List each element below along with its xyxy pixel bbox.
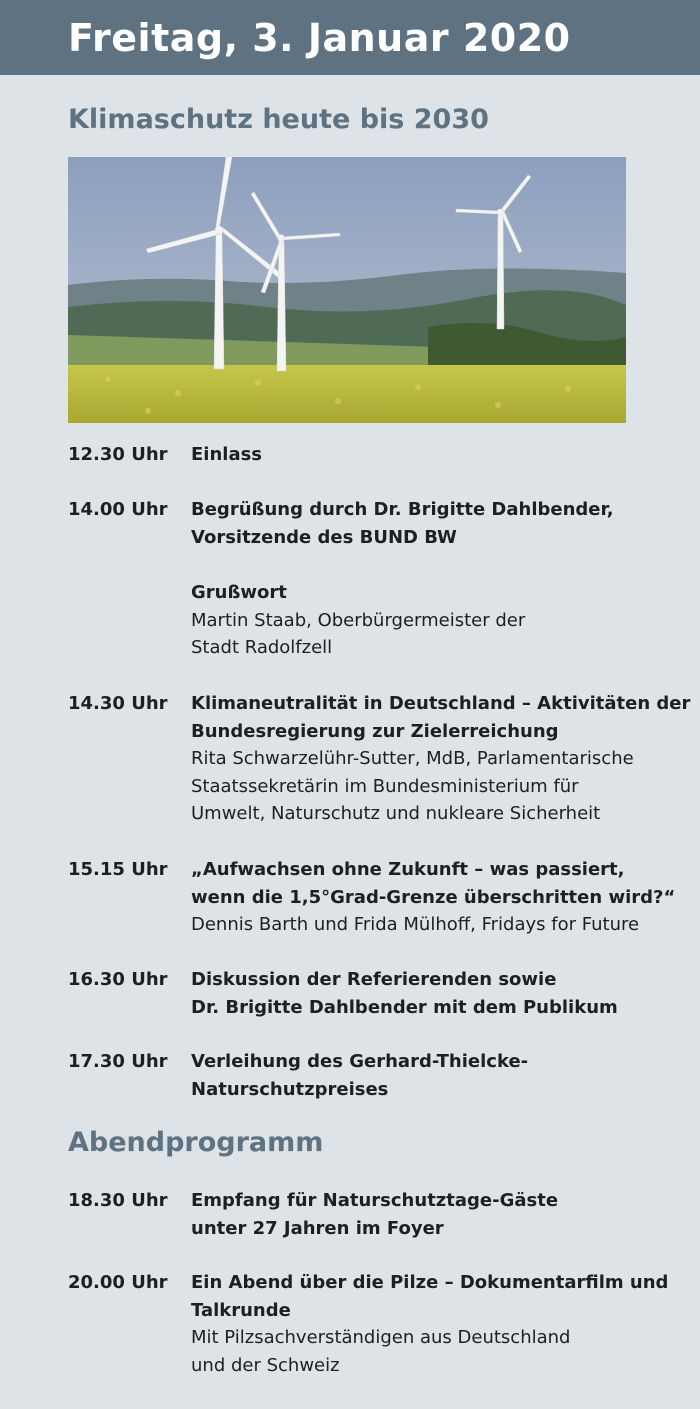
program-title-line: Grußwort — [191, 582, 287, 603]
program-speaker-line: Mit Pilzsachverständigen aus Deutschland — [191, 1327, 571, 1348]
program-speaker-line: Martin Staab, Oberbürgermeister der — [191, 609, 526, 631]
program-description — [191, 1048, 671, 1103]
program-speaker-line: Rita Schwarzelühr-Sutter, MdB, Parlamentarische — [191, 748, 634, 769]
program-time: 14.30 Uhr — [68, 693, 168, 714]
program-title-line: Dr. Brigitte Dahlbender mit dem Publikum — [191, 996, 618, 1018]
program-title-line: Empfang für Naturschutztage-Gäste — [191, 1190, 559, 1211]
program-title-line: unter 27 Jahren im Foyer — [191, 1217, 444, 1239]
program-description — [191, 1187, 671, 1242]
program-time: 14.00 Uhr — [68, 499, 168, 520]
program-speaker-line: Staatssekretärin im Bundesministerium für — [191, 775, 579, 797]
program-time: 20.00 Uhr — [68, 1272, 168, 1293]
program-title-line: Einlass — [191, 444, 263, 465]
program-title-line: „Aufwachsen ohne Zukunft – was passiert, — [191, 859, 625, 880]
program-speaker-line: Stadt Radolfzell — [191, 637, 333, 658]
program-title-line: Begrüßung durch Dr. Brigitte Dahlbender, — [191, 499, 614, 520]
program-time: 16.30 Uhr — [68, 969, 168, 990]
program-title-line: Naturschutzpreises — [191, 1078, 389, 1100]
program-description — [191, 856, 676, 939]
program-title-line: Vorsitzende des BUND BW — [191, 526, 457, 548]
program-title-line: Klimaneutralität in Deutschland – Aktivitäten der — [191, 693, 691, 714]
program-title-line: Diskussion der Referierenden sowie — [191, 969, 557, 990]
program-speaker-line: Umwelt, Naturschutz und nukleare Sicherheit — [191, 803, 601, 824]
program-title-line: Talkrunde — [191, 1299, 291, 1321]
wind-turbines-photo — [68, 157, 626, 423]
program-description — [191, 441, 671, 469]
program-description — [191, 966, 671, 1021]
program-time: 15.15 Uhr — [68, 859, 168, 880]
program-speaker-line: und der Schweiz — [191, 1354, 340, 1376]
program-description — [191, 690, 691, 828]
section-title-klimaschutz: Klimaschutz heute bis 2030 — [68, 104, 489, 135]
program-time: 17.30 Uhr — [68, 1051, 168, 1072]
program-title-line: Ein Abend über die Pilze – Dokumentarfilm und — [191, 1272, 669, 1293]
page-title: Freitag, 3. Januar 2020 — [68, 16, 571, 60]
program-time: 12.30 Uhr — [68, 444, 168, 465]
program-speaker-line: Dennis Barth und Frida Mülhoff, Fridays for Future — [191, 914, 640, 935]
program-title-line: wenn die 1,5°Grad-Grenze überschritten wird?“ — [191, 886, 676, 908]
program-description — [191, 1269, 671, 1379]
date-header — [0, 0, 700, 75]
program-description — [191, 579, 671, 662]
program-description — [191, 496, 671, 551]
program-title-line: Bundesregierung zur Zielerreichung — [191, 720, 559, 742]
program-time: 18.30 Uhr — [68, 1190, 168, 1211]
program-title-line: Verleihung des Gerhard-Thielcke- — [191, 1051, 529, 1072]
section-title-abendprogramm: Abendprogramm — [68, 1127, 324, 1158]
